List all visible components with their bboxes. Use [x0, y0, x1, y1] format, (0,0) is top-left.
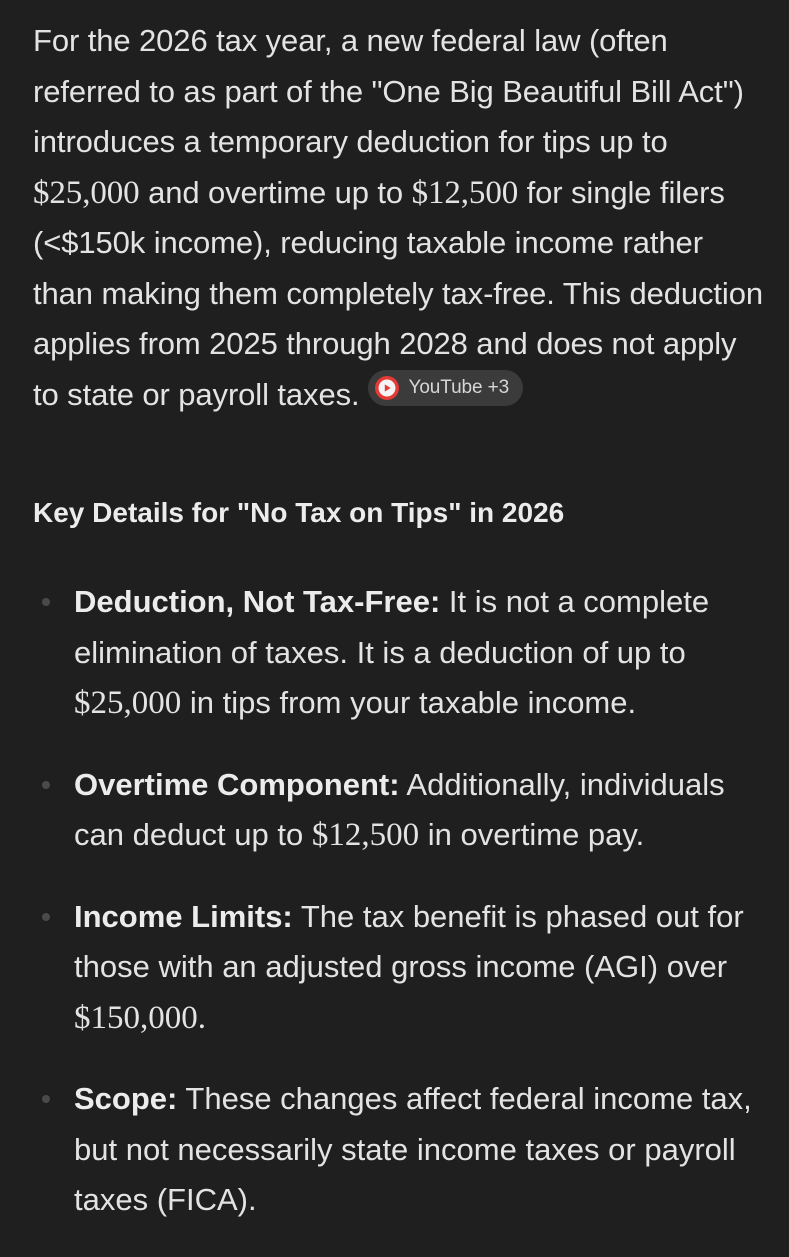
list-item-amount: $12,500 — [311, 817, 420, 853]
list-item — [33, 1074, 763, 1226]
list-item-title: Deduction, Not Tax-Free: — [74, 584, 441, 619]
list-item — [33, 892, 763, 1044]
intro-text: For the 2026 tax year, a new federal law (often referred to as part of the "One Big Beautiful Bill Act") introduces a temporary deduction for tips up to — [33, 23, 744, 159]
overtime-amount: $12,500 — [411, 174, 519, 211]
bullet-icon — [42, 913, 50, 921]
source-chip[interactable] — [368, 370, 524, 406]
intro-text: and overtime up to — [139, 174, 412, 210]
list-item-amount: $150,000. — [74, 999, 206, 1036]
list-item-text: in overtime pay. — [419, 817, 645, 852]
list-item-text: These changes affect federal income tax, but not necessarily state income taxes or payroll taxes (FICA). — [74, 1081, 752, 1217]
section-heading: Key Details for "No Tax on Tips" in 2026 — [33, 497, 565, 528]
intro-paragraph — [33, 0, 763, 420]
list-item — [33, 577, 763, 729]
list-item-text: The tax benefit is phased out for those with an adjusted gross income (AGI) over — [74, 898, 744, 984]
youtube-icon — [374, 375, 400, 401]
list-item-text: Additionally, individuals can deduct up to — [74, 766, 725, 852]
bullet-icon — [42, 1095, 50, 1103]
list-item-text: in tips from your taxable income. — [181, 685, 637, 720]
list-item-text: It is not a complete elimination of taxes. It is a deduction of up to — [74, 584, 710, 670]
list-item-amount: $25,000 — [74, 685, 182, 721]
details-list — [33, 577, 763, 1257]
bullet-icon — [42, 781, 50, 789]
intro-text: for single filers (<$150k income), reducing taxable income rather than making them completely tax-free. This deduction applies from 2025 through 2028 and does not apply to state or payroll taxes. — [33, 174, 763, 412]
source-chip-label: YouTube +3 — [408, 376, 510, 398]
response-content — [33, 0, 763, 1217]
tips-amount: $25,000 — [33, 174, 140, 211]
list-item-title: Overtime Component: — [74, 766, 400, 802]
list-item — [33, 760, 763, 861]
list-item-title: Income Limits: — [74, 898, 293, 934]
bullet-icon — [42, 598, 50, 606]
list-item-title: Scope: — [74, 1081, 178, 1116]
